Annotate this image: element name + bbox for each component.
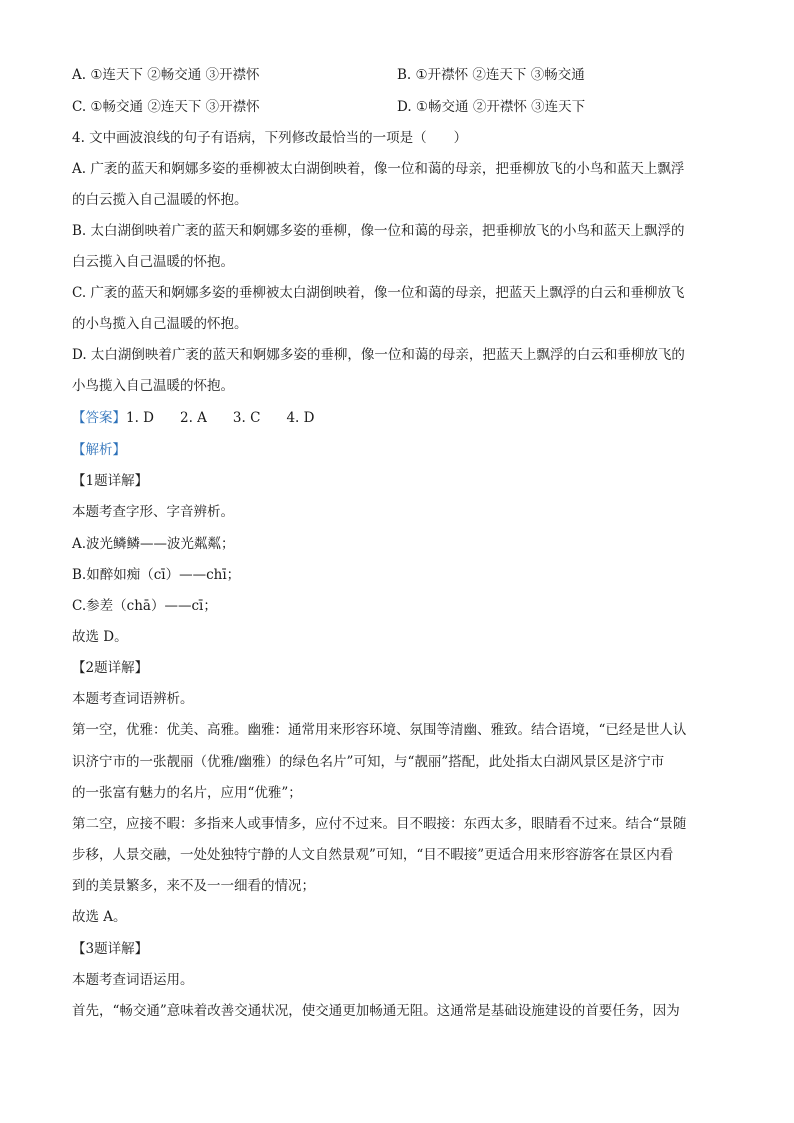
- detail-3-heading: 【3题详解】: [72, 941, 149, 957]
- q4-option-c-line1: C. 广袤的蓝天和婀娜多姿的垂柳被太白湖倒映着，像一位和蔼的母亲，把蓝天上飘浮的白云和垂柳放飞: [72, 285, 685, 301]
- q4-option-b-line2: 白云揽入自己温暖的怀抱。: [72, 254, 234, 270]
- q3-option-c: C. ①畅交通 ②连天下 ③开襟怀: [72, 99, 260, 115]
- detail-1-item-a: A.波光鳞鳞——波光粼粼；: [72, 536, 235, 552]
- detail-1-item-c: C.参差（chā）——cī；: [72, 598, 217, 614]
- answer-item: 1. D: [126, 410, 154, 426]
- q4-option-d-line1: D. 太白湖倒映着广袤的蓝天和婀娜多姿的垂柳，像一位和蔼的母亲，把蓝天上飘浮的白云和垂柳放飞的: [72, 347, 685, 363]
- answer-item: 4. D: [286, 410, 315, 426]
- detail-2-para1-line1: 第一空，优雅：优美、高雅。幽雅：通常用来形容环境、氛围等清幽、雅致。结合语境，“已经是世人认: [72, 722, 687, 738]
- detail-2-conclusion: 故选 A。: [72, 909, 127, 925]
- detail-3-para1-line1: 首先，“畅交通”意味着改善交通状况，使交通更加畅通无阻。这通常是基础设施建设的首要任务，因为: [72, 1003, 680, 1019]
- detail-2-para1-line3: 的一张富有魅力的名片，应用“优雅”；: [72, 785, 302, 801]
- q4-option-a-line2: 的白云揽入自己温暖的怀抱。: [72, 192, 248, 208]
- detail-3-intro: 本题考查词语运用。: [72, 972, 194, 988]
- answer-item: 3. C: [232, 410, 261, 426]
- analysis-tag: 【解析】: [72, 442, 126, 458]
- q3-option-b: B. ①开襟怀 ②连天下 ③畅交通: [397, 67, 585, 83]
- q4-option-d-line2: 小鸟揽入自己温暖的怀抱。: [72, 378, 234, 394]
- detail-2-para2-line3: 到的美景繁多，来不及一一细看的情况；: [72, 878, 315, 894]
- detail-1-heading: 【1题详解】: [72, 473, 149, 489]
- q4-option-c-line2: 的小鸟揽入自己温暖的怀抱。: [72, 316, 248, 332]
- detail-2-para1-line2: 识济宁市的一张靓丽（优雅/幽雅）的绿色名片”可知，与“靓丽”搭配，此处指太白湖风景区是济宁市: [72, 754, 665, 770]
- answer-item: 2. A: [180, 410, 207, 426]
- detail-1-item-b: B.如醉如痴（cī）——chī；: [72, 567, 241, 583]
- detail-1-intro: 本题考查字形、字音辨析。: [72, 504, 234, 520]
- answer-tag: 【答案】: [72, 410, 126, 426]
- q4-option-b-line1: B. 太白湖倒映着广袤的蓝天和婀娜多姿的垂柳，像一位和蔼的母亲，把垂柳放飞的小鸟和蓝天上飘浮的: [72, 223, 685, 239]
- detail-1-conclusion: 故选 D。: [72, 629, 128, 645]
- detail-2-intro: 本题考查词语辨析。: [72, 691, 194, 707]
- detail-2-para2-line2: 步移，人景交融，一处处独特宁静的人文自然景观”可知，“目不暇接”更适合用来形容游客在景区内看: [72, 847, 674, 863]
- detail-2-para2-line1: 第二空，应接不暇：多指来人或事情多，应付不过来。目不暇接：东西太多，眼睛看不过来。结合“景随: [72, 816, 687, 832]
- detail-2-heading: 【2题详解】: [72, 660, 149, 676]
- q3-option-a: A. ①连天下 ②畅交通 ③开襟怀: [72, 67, 260, 83]
- q4-stem: 4. 文中画波浪线的句子有语病，下列修改最恰当的一项是（ ）: [72, 130, 468, 146]
- answer-line: [72, 407, 722, 429]
- q4-option-a-line1: A. 广袤的蓝天和婀娜多姿的垂柳被太白湖倒映着，像一位和蔼的母亲，把垂柳放飞的小鸟和蓝天上飘浮: [72, 161, 685, 177]
- q3-option-d: D. ①畅交通 ②开襟怀 ③连天下: [397, 99, 586, 115]
